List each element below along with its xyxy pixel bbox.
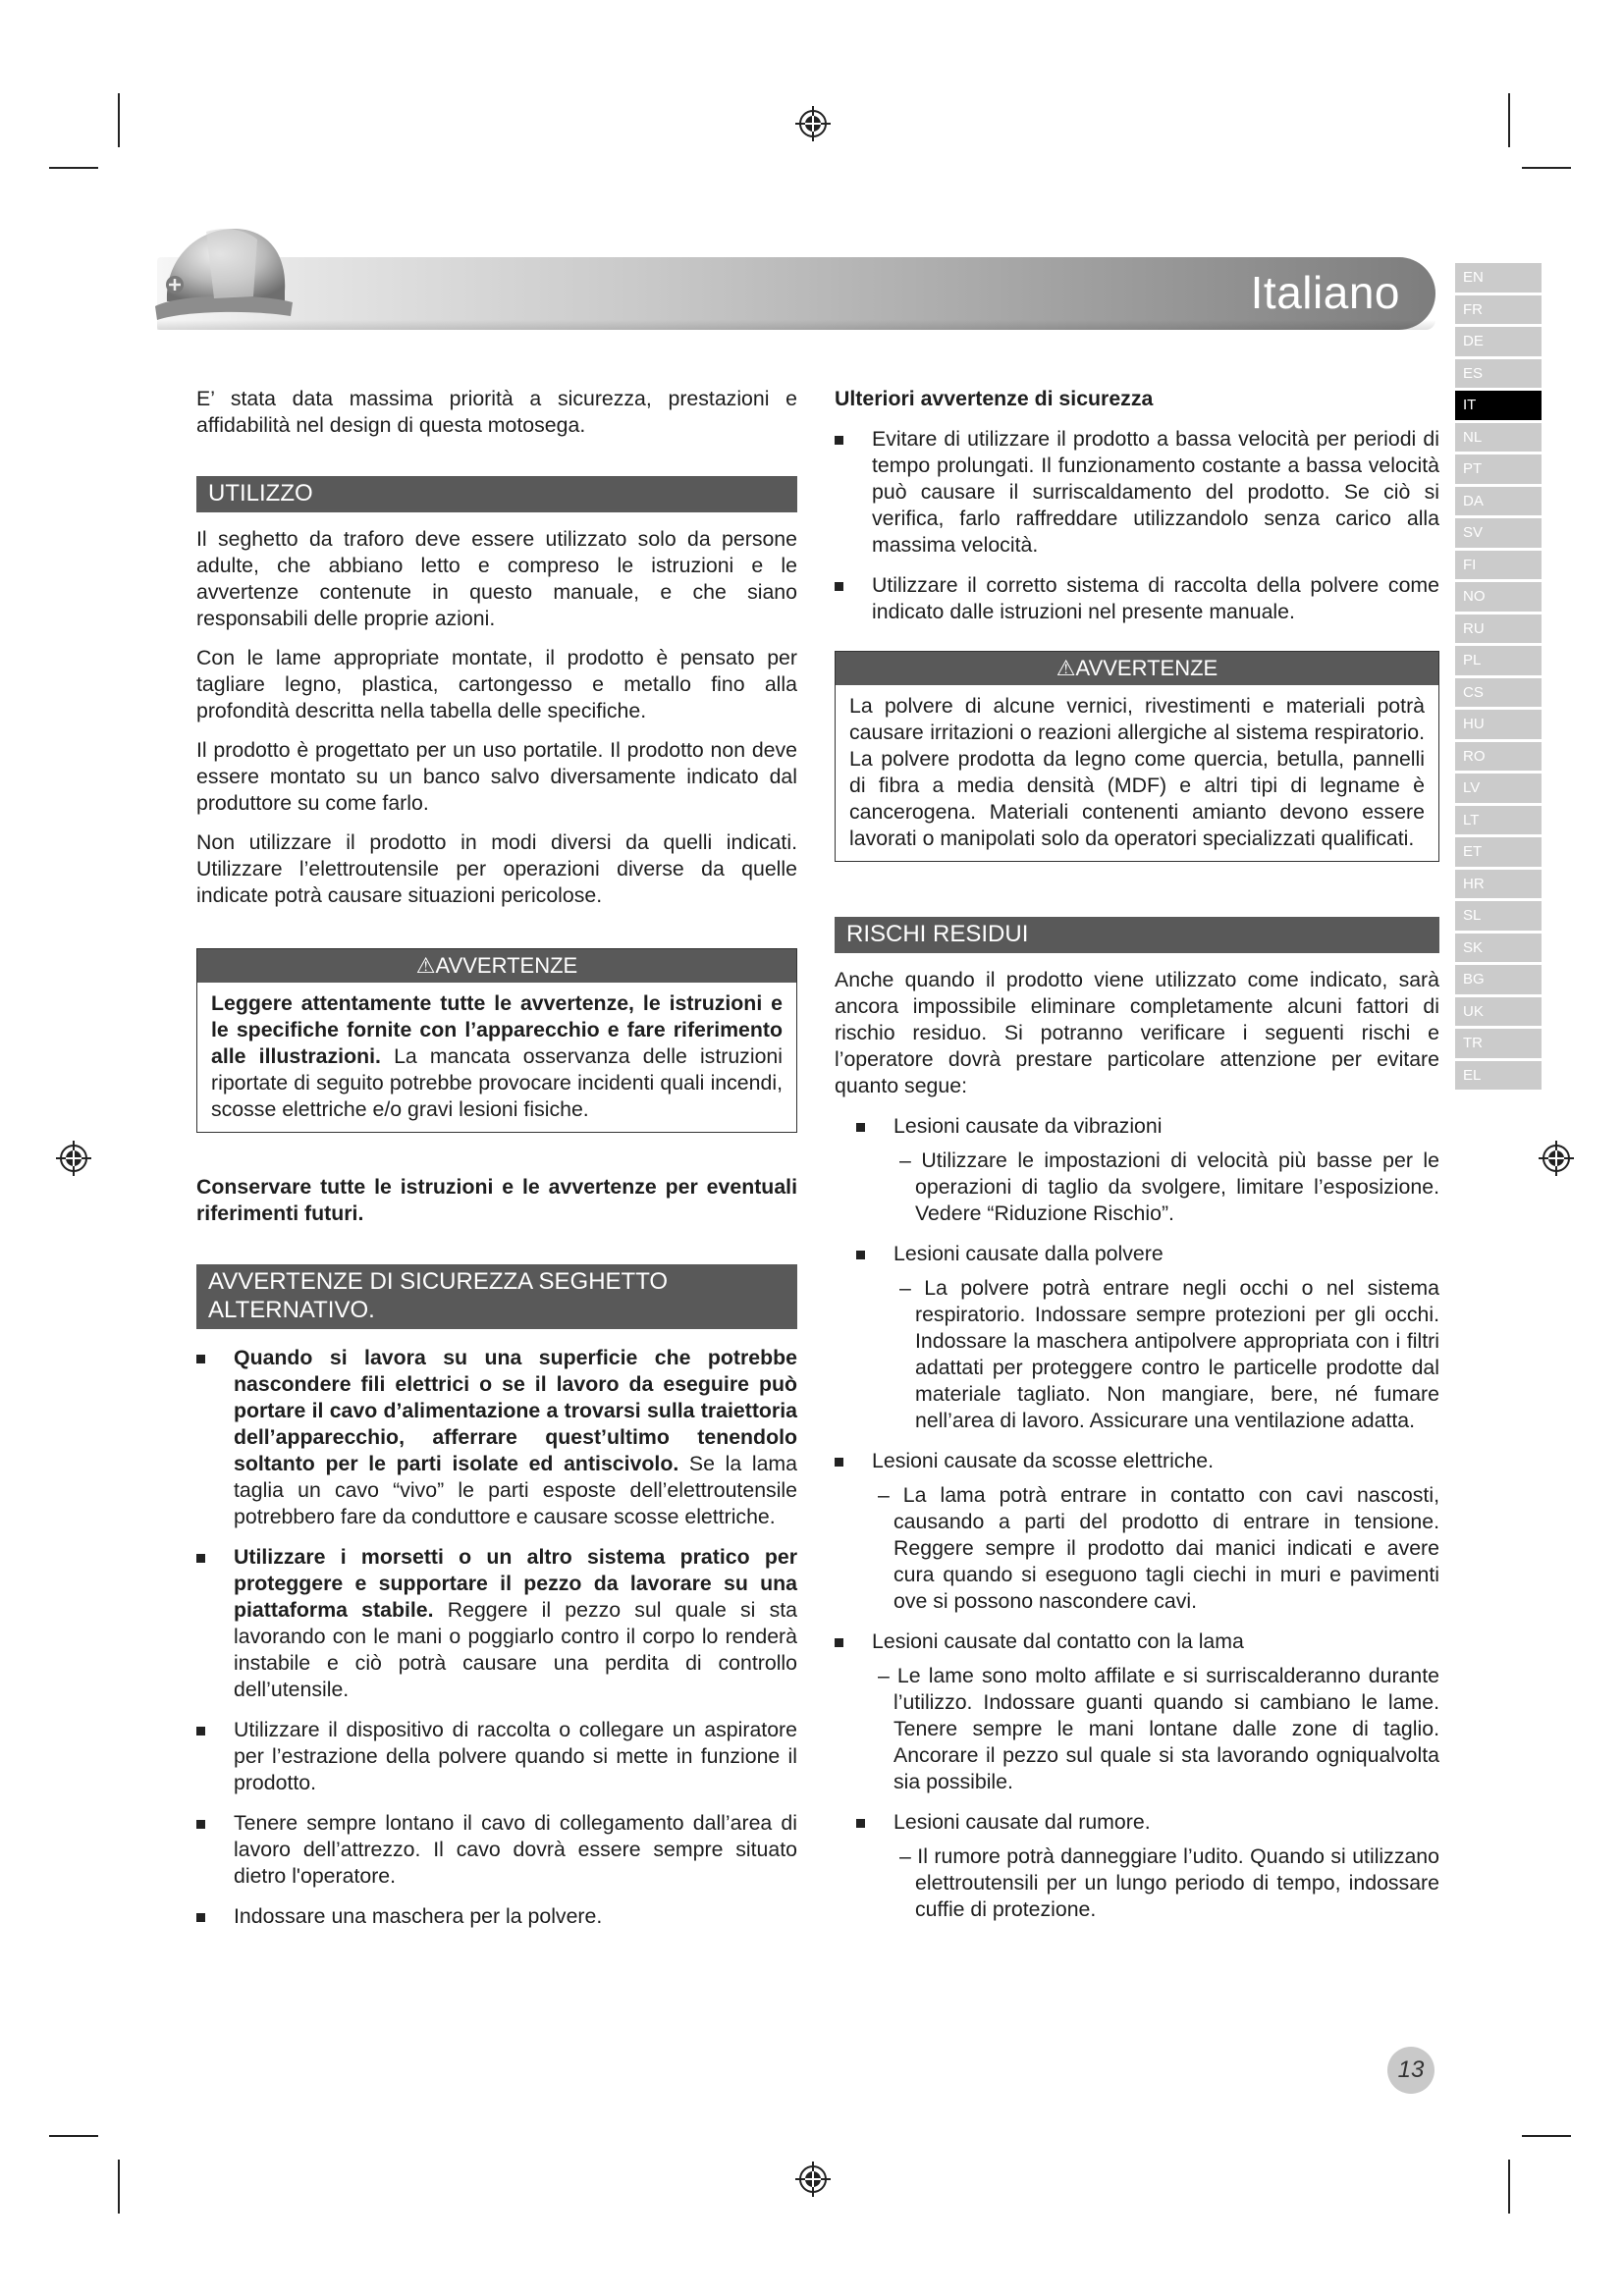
bullet-square-icon bbox=[856, 1819, 865, 1828]
section-heading-utilizzo: UTILIZZO bbox=[196, 476, 797, 509]
bullet-text: Utilizzare il corretto sistema di raccolta della polvere come indicato dalle istruzioni nel presente manuale. bbox=[872, 573, 1439, 623]
intro-paragraph: E’ stata data massima priorità a sicurezza, prestazioni e affidabilità nel design di questa motosega. bbox=[196, 387, 797, 437]
crop-mark bbox=[118, 93, 120, 147]
language-tab-ro[interactable]: RO bbox=[1455, 742, 1542, 772]
risk-description: – Utilizzare le impostazioni di velocità più basse per le operazioni di taglio da svolgere, limitare l’esposizione. Vedere “Riduzione Rischio”. bbox=[899, 1148, 1439, 1225]
registration-mark-icon bbox=[793, 2160, 833, 2199]
warning-title bbox=[197, 949, 796, 983]
bullet-square-icon bbox=[196, 1554, 205, 1563]
utilizzo-paragraph: Il seghetto da traforo deve essere utilizzato solo da persone adulte, che abbiano letto e compreso le istruzioni e le avvertenze contenute in questo manuale, e che siano responsabili delle proprie azioni. bbox=[196, 527, 797, 630]
risk-item bbox=[835, 1809, 1439, 1923]
language-tab-da[interactable]: DA bbox=[1455, 487, 1542, 516]
crop-mark bbox=[49, 167, 98, 169]
language-tab-hu[interactable]: HU bbox=[1455, 710, 1542, 739]
language-tab-pl[interactable]: PL bbox=[1455, 646, 1542, 675]
bullet-text: Indossare una maschera per la polvere. bbox=[234, 1904, 603, 1928]
bullet-square-icon bbox=[196, 1820, 205, 1829]
registration-mark-icon bbox=[54, 1139, 93, 1178]
utilizzo-paragraph: Con le lame appropriate montate, il prodotto è pensato per tagliare legno, plastica, cartongesso e metallo fino alla profondità descritta nella tabella delle specifiche. bbox=[196, 646, 797, 722]
warning-title-text: AVVERTENZE bbox=[1075, 656, 1218, 680]
crop-mark bbox=[1522, 167, 1571, 169]
language-header-bar bbox=[157, 257, 1435, 330]
language-tab-pt[interactable]: PT bbox=[1455, 454, 1542, 484]
warning-body-text: La mancata osservanza delle istruzioni riportate di seguito potrebbe provocare incidenti quali incendi, scosse elettriche e/o gravi lesioni fisiche. bbox=[211, 1044, 783, 1121]
language-tab-sv[interactable]: SV bbox=[1455, 518, 1542, 548]
bullet-square-icon bbox=[835, 582, 843, 591]
bullet-text: Se la lama taglia un cavo “vivo” le parti esposte dell’elettroutensile potrebbero fare da conduttore e causare scosse elettriche. bbox=[234, 1452, 797, 1528]
warning-body bbox=[197, 983, 796, 1132]
language-tab-sl[interactable]: SL bbox=[1455, 901, 1542, 931]
section-heading-risks: RISCHI RESIDUI bbox=[835, 917, 1439, 950]
crop-mark bbox=[1508, 93, 1510, 147]
bullet-text: Reggere il pezzo sul quale si sta lavorando con le mani o poggiarlo contro il corpo lo renderà instabile e ciò potrà causare una perdita di controllo dell’utensile. bbox=[234, 1598, 797, 1701]
risk-title: Lesioni causate dal rumore. bbox=[893, 1810, 1151, 1834]
language-tab-de[interactable]: DE bbox=[1455, 327, 1542, 356]
language-tab-sk[interactable]: SK bbox=[1455, 934, 1542, 963]
risk-title: Lesioni causate da scosse elettriche. bbox=[872, 1449, 1215, 1472]
bullet-item bbox=[196, 1810, 797, 1890]
keep-instructions-note: Conservare tutte le istruzioni e le avvertenze per eventuali riferimenti futuri. bbox=[196, 1175, 797, 1225]
left-column bbox=[196, 386, 797, 1944]
bullet-item bbox=[835, 426, 1439, 559]
bullet-item bbox=[835, 572, 1439, 625]
risk-item bbox=[835, 1241, 1439, 1434]
risks-intro: Anche quando il prodotto viene utilizzato come indicato, sarà ancora impossibile eliminare completamente alcuni fattori di rischio residuo. Si potranno verificare i seguenti rischi e l’operatore dovrà prestare particolare attenzione per evitare quanto segue: bbox=[835, 968, 1439, 1097]
warning-box bbox=[835, 651, 1439, 862]
bullet-square-icon bbox=[835, 436, 843, 445]
language-tab-no[interactable]: NO bbox=[1455, 582, 1542, 612]
language-tab-it[interactable]: IT bbox=[1455, 391, 1542, 420]
risk-description: – Le lame sono molto affilate e si surriscalderanno durante l’utilizzo. Indossare guanti quando si cambiano le lame. Tenere sempre le mani lontane dalle zone di taglio. Ancorare il pezzo sul quale si sta lavorando ogniqualvolta sia possibile. bbox=[878, 1664, 1439, 1793]
language-tab-tr[interactable]: TR bbox=[1455, 1029, 1542, 1058]
bullet-item bbox=[196, 1717, 797, 1796]
risk-item bbox=[835, 1448, 1439, 1615]
bullet-text: Tenere sempre lontano il cavo di collegamento dall’area di lavoro dell’attrezzo. Il cavo dovrà essere sempre situato dietro l'operatore. bbox=[234, 1811, 797, 1888]
language-tab-ru[interactable]: RU bbox=[1455, 614, 1542, 644]
language-tab-es[interactable]: ES bbox=[1455, 359, 1542, 389]
risk-title: Lesioni causate dal contatto con la lama bbox=[872, 1629, 1244, 1653]
bullet-square-icon bbox=[835, 1638, 843, 1647]
language-tab-lt[interactable]: LT bbox=[1455, 806, 1542, 835]
risk-title: Lesioni causate da vibrazioni bbox=[893, 1114, 1163, 1138]
bullet-square-icon bbox=[196, 1913, 205, 1922]
language-tab-lv[interactable]: LV bbox=[1455, 774, 1542, 803]
registration-mark-icon bbox=[1537, 1139, 1576, 1178]
further-warnings-heading: Ulteriori avvertenze di sicurezza bbox=[835, 387, 1154, 410]
further-warnings-list bbox=[835, 426, 1439, 625]
crop-mark bbox=[1508, 2160, 1510, 2214]
warning-title bbox=[836, 652, 1438, 685]
risk-item bbox=[835, 1629, 1439, 1795]
risk-description: – La polvere potrà entrare negli occhi o nel sistema respiratorio. Indossare sempre protezioni per gli occhi. Indossare la maschera antipolvere appropriata con i filtri adattati per proteggere contro le particelle prodotte dal materiale tagliato. Non mangiare, bere, né fumare nell’area di lavoro. Assicurare una ventilazione adatta. bbox=[899, 1276, 1439, 1432]
warning-box bbox=[196, 948, 797, 1133]
crop-mark bbox=[1522, 2135, 1571, 2137]
language-tab-nl[interactable]: NL bbox=[1455, 423, 1542, 453]
warning-title-text: AVVERTENZE bbox=[435, 953, 578, 978]
language-tab-uk[interactable]: UK bbox=[1455, 997, 1542, 1027]
bullet-text: Evitare di utilizzare il prodotto a bassa velocità per periodi di tempo prolungati. Il funzionamento costante a bassa velocità può causare il surriscaldamento del prodotto. Se ciò si verifica, farlo raffreddare utilizzandolo senza carico alla massima velocità. bbox=[872, 427, 1439, 557]
language-tab-cs[interactable]: CS bbox=[1455, 678, 1542, 708]
language-tab-en[interactable]: EN bbox=[1455, 263, 1542, 293]
language-tab-hr[interactable]: HR bbox=[1455, 870, 1542, 899]
registration-mark-icon bbox=[793, 104, 833, 143]
language-title: Italiano bbox=[1250, 267, 1400, 318]
crop-mark bbox=[118, 2160, 120, 2214]
utilizzo-section bbox=[196, 476, 797, 512]
language-tabs bbox=[1455, 263, 1542, 1093]
page-number: 13 bbox=[1387, 2047, 1435, 2094]
bullet-bold-text: Utilizzare i morsetti o un altro sistema pratico per proteggere e supportare il pezzo da lavorare su una piattaforma stabile. bbox=[234, 1545, 797, 1622]
safety-section bbox=[196, 1264, 797, 1329]
warning-body-bold: Leggere attentamente tutte le avvertenze, le istruzioni e le specifiche fornite con l’apparecchio e fare riferimento alle illustrazioni. bbox=[211, 991, 783, 1068]
warning-triangle-icon: ⚠ bbox=[415, 953, 436, 978]
warning-body: La polvere di alcune vernici, rivestimenti e materiali potrà causare irritazioni o reazioni allergiche al sistema respiratorio. La polvere prodotta da legno come quercia, betulla, pannelli di fibra a media densità (MDF) e altri tipi di legname è cancerogena. Materiali contenenti amianto devono essere lavorati o manipolati solo da operatori specializzati qualificati. bbox=[849, 694, 1425, 850]
bullet-square-icon bbox=[835, 1458, 843, 1467]
section-heading-safety: AVVERTENZE DI SICUREZZA SEGHETTO ALTERNATIVO. bbox=[196, 1264, 797, 1326]
language-tab-el[interactable]: EL bbox=[1455, 1061, 1542, 1091]
bullet-square-icon bbox=[196, 1727, 205, 1735]
bullet-text: Utilizzare il dispositivo di raccolta o collegare un aspiratore per l’estrazione della polvere quando si mette in funzione il prodotto. bbox=[234, 1718, 797, 1794]
risks-section bbox=[835, 917, 1439, 953]
risk-title: Lesioni causate dalla polvere bbox=[893, 1242, 1164, 1265]
bullet-item bbox=[196, 1903, 797, 1930]
bullet-bold-text: Quando si lavora su una superficie che potrebbe nascondere fili elettrici o se il lavoro da eseguire può portare il cavo d’alimentazione a trovarsi sulla traiettoria dell’apparecchio, afferrare quest’ultimo tenendolo soltanto per le parti isolate ed antiscivolo. bbox=[234, 1346, 797, 1475]
bullet-square-icon bbox=[196, 1355, 205, 1363]
language-tab-fi[interactable]: FI bbox=[1455, 551, 1542, 580]
bullet-square-icon bbox=[856, 1251, 865, 1259]
crop-mark bbox=[49, 2135, 98, 2137]
risks-list bbox=[835, 1113, 1439, 1923]
safety-list bbox=[196, 1345, 797, 1930]
bullet-item bbox=[196, 1544, 797, 1703]
safety-helmet-icon bbox=[147, 208, 295, 346]
risk-description: – Il rumore potrà danneggiare l’udito. Quando si utilizzano elettroutensili per un lungo periodo di tempo, indossare cuffie di protezione. bbox=[899, 1844, 1439, 1921]
language-tab-fr[interactable]: FR bbox=[1455, 295, 1542, 325]
bullet-square-icon bbox=[856, 1123, 865, 1132]
language-tab-et[interactable]: ET bbox=[1455, 837, 1542, 867]
language-tab-bg[interactable]: BG bbox=[1455, 965, 1542, 994]
warning-triangle-icon: ⚠ bbox=[1056, 656, 1076, 680]
right-column bbox=[835, 386, 1439, 1937]
risk-description: – La lama potrà entrare in contatto con cavi nascosti, causando a parti del prodotto di entrare in tensione. Reggere sempre il prodotto dai manici indicati e avere cura quando si eseguono tagli ciechi in muri e pavimenti ove si possono nascondere cavi. bbox=[878, 1483, 1439, 1613]
bullet-item bbox=[196, 1345, 797, 1530]
risk-item bbox=[835, 1113, 1439, 1227]
utilizzo-paragraph: Non utilizzare il prodotto in modi diversi da quelli indicati. Utilizzare l’elettroutensile per operazioni diverse da quelle indicate potrà causare situazioni pericolose. bbox=[196, 830, 797, 907]
utilizzo-paragraph: Il prodotto è progettato per un uso portatile. Il prodotto non deve essere montato su un banco salvo diversamente indicato dal produttore su come farlo. bbox=[196, 738, 797, 815]
